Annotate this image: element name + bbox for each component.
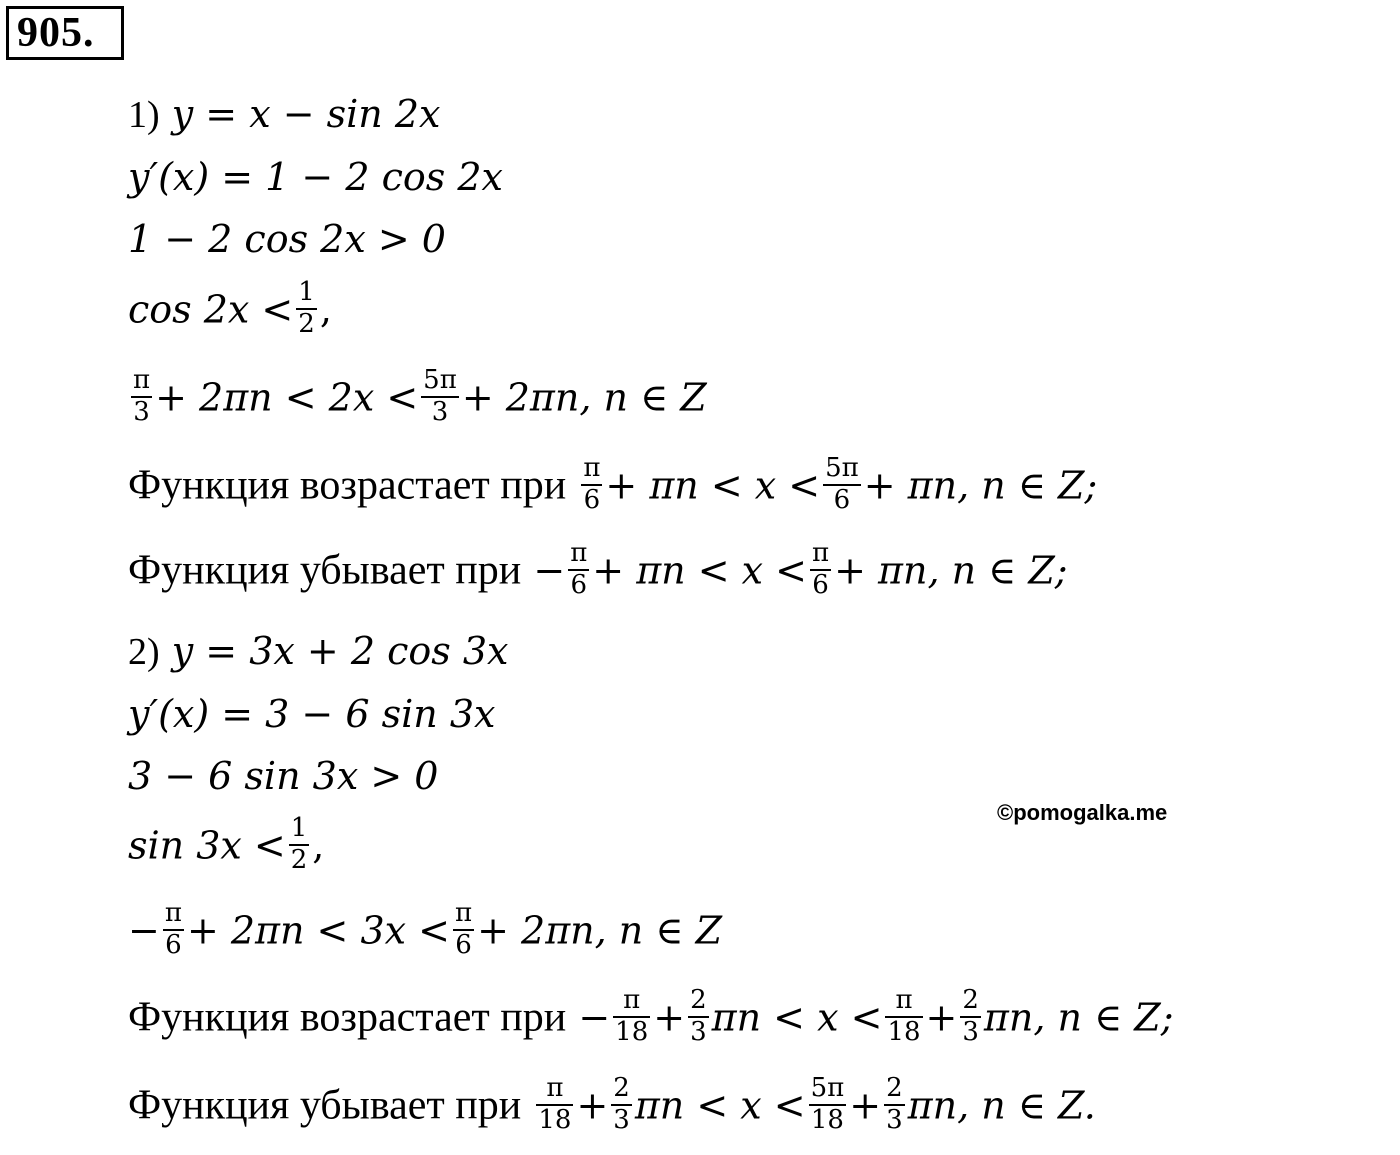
part1-interval: $\frac{\pi}{3}$ + 2πn < 2x < $\frac{5\pi}{3}$ + 2πn, n ∈ Z xyxy=(133,365,707,427)
fraction: $\frac{1}{2}$ xyxy=(290,813,308,875)
part2-interval: − $\frac{\pi}{6}$ + 2πn < 3x < $\frac{\pi}{6}$ + 2πn, n ∈ Z xyxy=(128,898,722,960)
part1-increasing: Функция возрастает при $\frac{\pi}{6}$ + πn < x < $\frac{5\pi}{6}$ + πn, n ∈ Z; xyxy=(128,453,1098,515)
part1-function: 1) y = x − sin 2x xyxy=(128,92,441,136)
part1-derivative: y′(x) = 1 − 2 cos 2x xyxy=(128,155,503,199)
part2-inequality: 3 − 6 sin 3x > 0 xyxy=(128,754,439,798)
part1-decreasing: Функция убывает при − $\frac{\pi}{6}$ + πn < x < $\frac{\pi}{6}$ + πn, n ∈ Z; xyxy=(128,538,1068,600)
fraction: $\frac{1}{2}$ xyxy=(298,277,315,339)
part1-cos-inequality: cos 2x < $\frac{1}{2}$ , xyxy=(128,277,332,339)
problem-number: 905. xyxy=(6,6,124,60)
part2-function: 2) y = 3x + 2 cos 3x xyxy=(128,629,509,673)
watermark: ©pomogalka.me xyxy=(997,800,1168,825)
part2-increasing: Функция возрастает при − $\frac{\pi}{18}$ + $\frac{2}{3}$ πn < x < $\frac{\pi}{18}$ + $\frac{2}{3}$ πn, n ∈ Z; xyxy=(128,985,1174,1047)
part2-sin-inequality: sin 3x < $\frac{1}{2}$ , xyxy=(128,813,325,875)
part2-derivative: y′(x) = 3 − 6 sin 3x xyxy=(128,692,496,736)
part1-inequality: 1 − 2 cos 2x > 0 xyxy=(128,217,446,261)
part2-decreasing: Функция убывает при $\frac{\pi}{18}$ + $\frac{2}{3}$ πn < x < $\frac{5\pi}{18}$ + $\frac{2}{3}$ πn, n ∈ Z. xyxy=(128,1073,1096,1135)
